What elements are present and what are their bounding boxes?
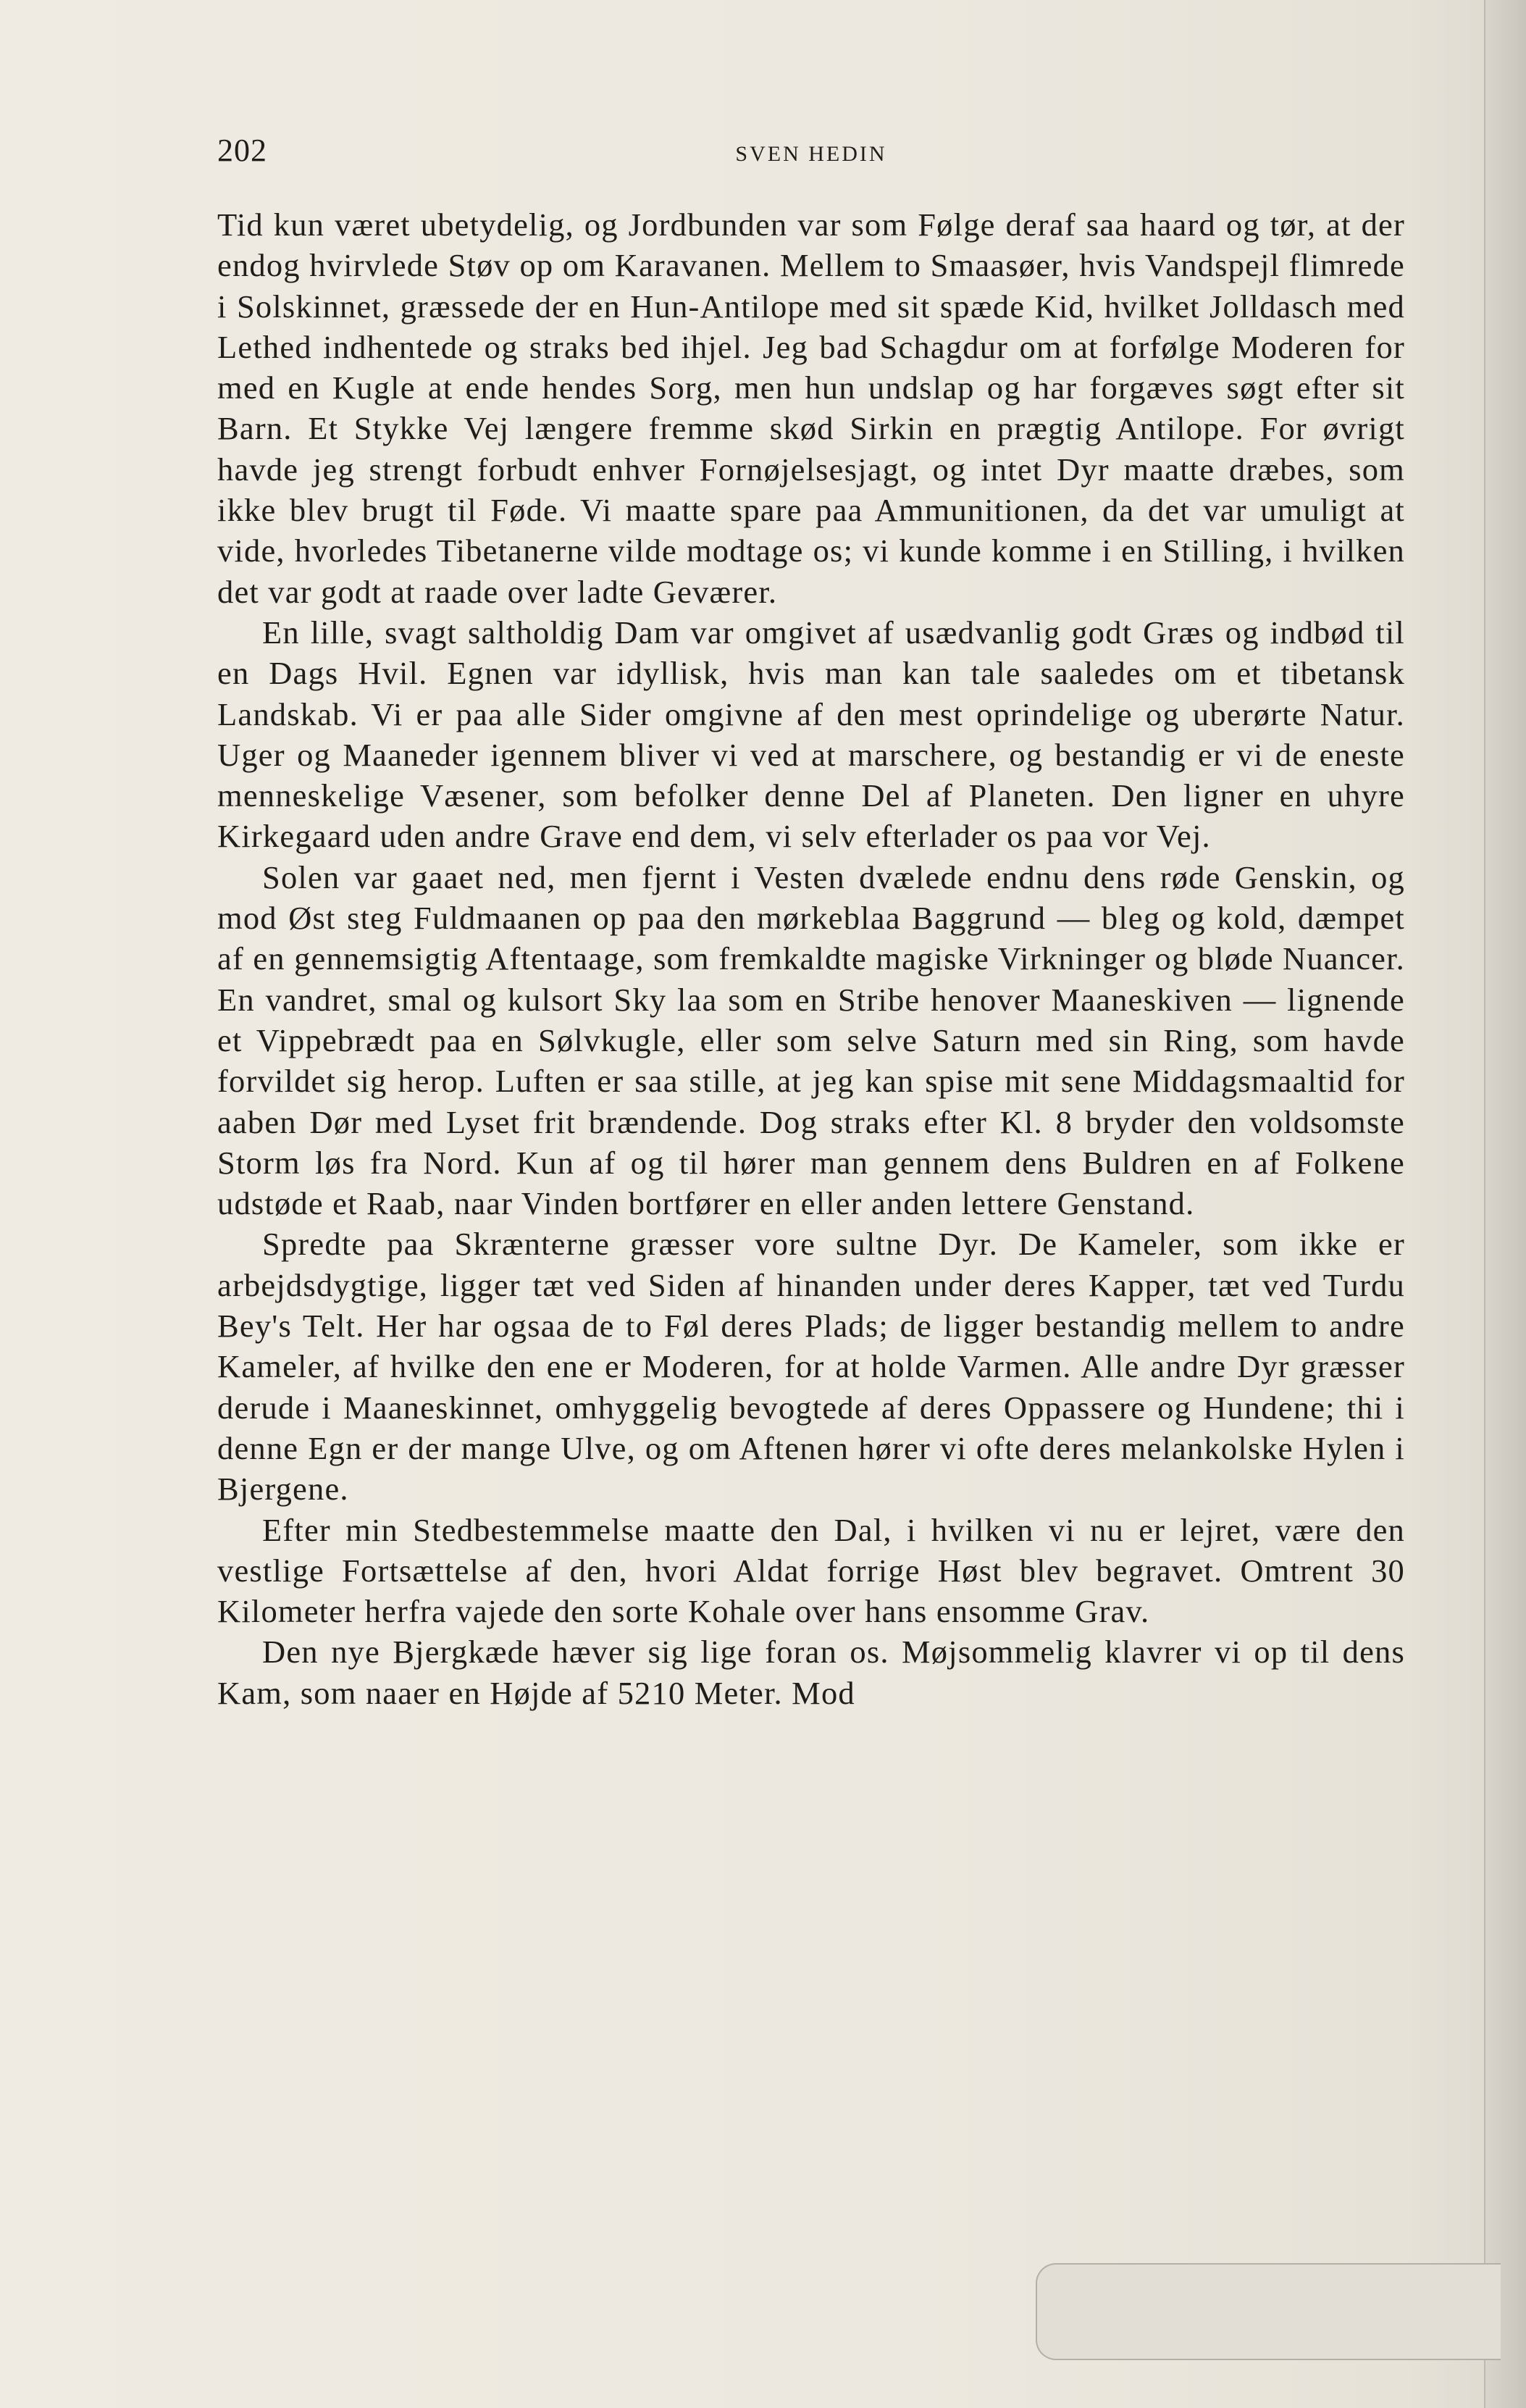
paragraph: En lille, svagt saltholdig Dam var omgivet af usædvanlig godt Græs og indbød til en Dags Hvil. Egnen var idyllisk, hvis man kan tale saaledes om et tibetansk Landskab. Vi er paa alle Sider omgivne af den mest oprindelige og uberørte Natur. Uger og Maaneder igennem bliver vi ved at marschere, og bestandig er vi de eneste menneskelige Væsener, som befolker denne Del af Planeten. Den ligner en uhyre Kirkegaard uden andre Grave end dem, vi selv efterlader os paa vor Vej. <box>217 614 1405 855</box>
paragraph: Tid kun været ubetydelig, og Jordbunden var som Følge deraf saa haard og tør, at der endog hvirvlede Støv op om Karavanen. Mellem to Smaasøer, hvis Vandspejl flimrede i Solskinnet, græssede der en Hun-Antilope med sit spæde Kid, hvilket Jolldasch med Lethed indhentede og straks bed ihjel. Jeg bad Schagdur om at forfølge Moderen for med en Kugle at ende hendes Sorg, men hun undslap og har forgæves søgt efter sit Barn. Et Stykke Vej længere fremme skød Sirkin en prægtig Antilope. For øvrigt havde jeg strengt forbudt enhver Fornøjelsesjagt, og intet Dyr maatte dræbes, som ikke blev brugt til Føde. Vi maatte spare paa Ammunitionen, da det var umuligt at vide, hvorledes Tibetanerne vilde modtage os; vi kunde komme i en Stilling, i hvilken det var godt at raade over ladte Geværer. <box>217 206 1405 610</box>
body-text <box>217 204 1405 1713</box>
page-number: 202 <box>217 133 267 168</box>
page-tab-mark <box>1036 2263 1501 2360</box>
running-head: SVEN HEDIN <box>735 142 887 166</box>
page-header <box>217 132 1405 175</box>
paragraph: Efter min Stedbestemmelse maatte den Dal, i hvilken vi nu er lejret, være den vestlige Fortsættelse af den, hvori Aldat forrige Høst blev begravet. Omtrent 30 Kilometer herfra vajede den sorte Kohale over hans ensomme Grav. <box>217 1511 1405 1630</box>
paragraph: Solen var gaaet ned, men fjernt i Vesten dvælede endnu dens røde Genskin, og mod Øst steg Fuldmaanen op paa den mørkeblaa Baggrund — bleg og kold, dæmpet af en gennemsigtig Aftentaage, som fremkaldte magiske Virkninger og bløde Nuancer. En vandret, smal og kulsort Sky laa som en Stribe henover Maaneskiven — lignende et Vippebrædt paa en Sølvkugle, eller som selve Saturn med sin Ring, som havde forvildet sig herop. Luften er saa stille, at jeg kan spise mit sene Middagsmaaltid for aaben Dør med Lyset frit brændende. Dog straks efter Kl. 8 bryder den voldsomste Storm løs fra Nord. Kun af og til hører man gennem dens Buldren en af Folkene udstøde et Raab, naar Vinden bortfører en eller anden lettere Genstand. <box>217 858 1405 1222</box>
page-edge <box>1484 0 1526 2408</box>
paragraph: Spredte paa Skrænterne græsser vore sultne Dyr. De Kameler, som ikke er arbejdsdygtige, ligger tæt ved Siden af hinanden under deres Kapper, tæt ved Turdu Bey's Telt. Her har ogsaa de to Føl deres Plads; de ligger bestandig mellem to andre Kameler, af hvilke den ene er Moderen, for at holde Varmen. Alle andre Dyr græsser derude i Maaneskinnet, omhyggelig bevogtede af deres Oppassere og Hundene; thi i denne Egn er der mange Ulve, og om Aftenen hører vi ofte deres melankolske Hylen i Bjergene. <box>217 1226 1405 1508</box>
paragraph: Den nye Bjergkæde hæver sig lige foran os. Møjsommelig klavrer vi op til dens Kam, som naaer en Højde af 5210 Meter. Mod <box>217 1634 1405 1711</box>
